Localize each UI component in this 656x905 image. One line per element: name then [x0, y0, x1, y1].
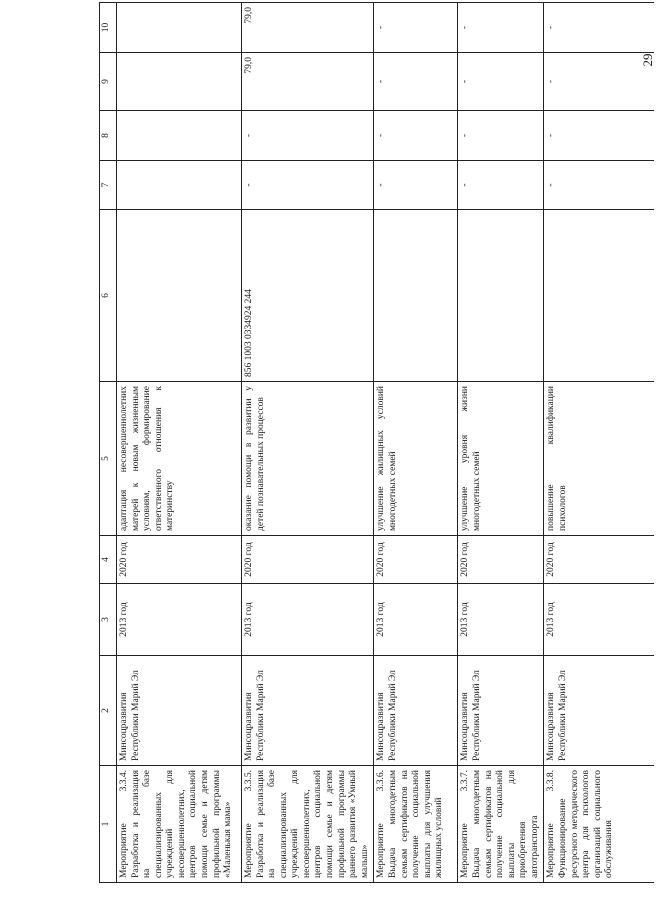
- result-cell: оказание помощи в развитии у детей познавательных процессов: [242, 382, 374, 536]
- executor-cell: Минсоцразвития Республики Марий Эл: [458, 656, 544, 766]
- header-col-1: 1: [100, 766, 117, 883]
- value-cell-9: 79,0: [242, 53, 374, 111]
- value-cell-7: -: [544, 161, 654, 210]
- budget-code-cell: [458, 210, 544, 382]
- header-col-2: 2: [100, 656, 117, 766]
- header-col-8: 8: [100, 111, 117, 161]
- end-cell: 2020 год: [117, 536, 242, 584]
- value-cell-7: -: [242, 161, 374, 210]
- header-col-5: 5: [100, 382, 117, 536]
- end-cell: 2020 год: [458, 536, 544, 584]
- value-cell-10: [117, 3, 242, 53]
- column-number-header: [100, 3, 117, 883]
- table-row: [242, 3, 374, 883]
- header-col-6: 6: [100, 210, 117, 382]
- end-cell: 2020 год: [242, 536, 374, 584]
- end-cell: 2020 год: [544, 536, 654, 584]
- budget-code-cell: [117, 210, 242, 382]
- table-row: [458, 3, 544, 883]
- header-col-10: 10: [100, 3, 117, 53]
- result-cell: улучшение уровня жизни многодетных семей: [458, 382, 544, 536]
- executor-cell: Минсоцразвития Республики Марий Эл: [544, 656, 654, 766]
- executor-cell: Минсоцразвития Республики Марий Эл: [117, 656, 242, 766]
- value-cell-9: -: [544, 53, 654, 111]
- value-cell-7: [117, 161, 242, 210]
- header-col-3: 3: [100, 584, 117, 656]
- start-cell: 2013 год: [242, 584, 374, 656]
- value-cell-8: -: [242, 111, 374, 161]
- value-cell-9: -: [458, 53, 544, 111]
- table-row: [374, 3, 458, 883]
- program-measures-table: [99, 2, 654, 883]
- value-cell-9: [117, 53, 242, 111]
- start-cell: 2013 год: [544, 584, 654, 656]
- end-cell: 2020 год: [374, 536, 458, 584]
- value-cell-7: -: [458, 161, 544, 210]
- result-cell: адаптация несовершеннолетних матерей к новым жизненным условиям, формирование ответственного отношения к материнству: [117, 382, 242, 536]
- executor-cell: Минсоцразвития Республики Марий Эл: [374, 656, 458, 766]
- measure-cell: Мероприятие 3.3.7. Выдача многодетным семьям сертификатов на получение социальной выплаты для приобретения автотранспорта: [458, 766, 544, 883]
- measure-cell: Мероприятие 3.3.6. Выдача многодетным семьям сертификатов на получение социальной выплаты для улучшения жилищных условий: [374, 766, 458, 883]
- budget-code-cell: [544, 210, 654, 382]
- table-row: [544, 3, 654, 883]
- value-cell-10: -: [458, 3, 544, 53]
- measure-cell: Мероприятие 3.3.4. Разработка и реализация на базе специализированных учреждений для несовершеннолетних, центров социальной помощи семье и детям профильной программы «Маленькая мама»: [117, 766, 242, 883]
- header-col-4: 4: [100, 536, 117, 584]
- value-cell-8: -: [374, 111, 458, 161]
- header-col-7: 7: [100, 161, 117, 210]
- value-cell-7: -: [374, 161, 458, 210]
- result-cell: повышение квалификации психологов: [544, 382, 654, 536]
- value-cell-10: 79,0: [242, 3, 374, 53]
- measure-cell: Мероприятие 3.3.5. Разработка и реализация на базе специализированных учреждений для несовершеннолетних, центров социальной помощи семье и детям профильной программы раннего развития «Умный малыш»: [242, 766, 374, 883]
- value-cell-8: -: [544, 111, 654, 161]
- start-cell: 2013 год: [458, 584, 544, 656]
- start-cell: 2013 год: [374, 584, 458, 656]
- value-cell-8: [117, 111, 242, 161]
- budget-code-cell: [374, 210, 458, 382]
- value-cell-8: -: [458, 111, 544, 161]
- rotated-table-container: [99, 3, 639, 883]
- executor-cell: Минсоцразвития Республики Марий Эл: [242, 656, 374, 766]
- measure-cell: Мероприятие 3.3.8. Функционирование ресурсного методического центра для психологов организаций социального обслуживания: [544, 766, 654, 883]
- value-cell-9: -: [374, 53, 458, 111]
- table-row: [117, 3, 242, 883]
- budget-code-cell: 856 1003 0334924 244: [242, 210, 374, 382]
- result-cell: улучшение жилищных условий многодетных семей: [374, 382, 458, 536]
- page-number: 29: [640, 53, 655, 67]
- value-cell-10: -: [544, 3, 654, 53]
- start-cell: 2013 год: [117, 584, 242, 656]
- header-col-9: 9: [100, 53, 117, 111]
- value-cell-10: -: [374, 3, 458, 53]
